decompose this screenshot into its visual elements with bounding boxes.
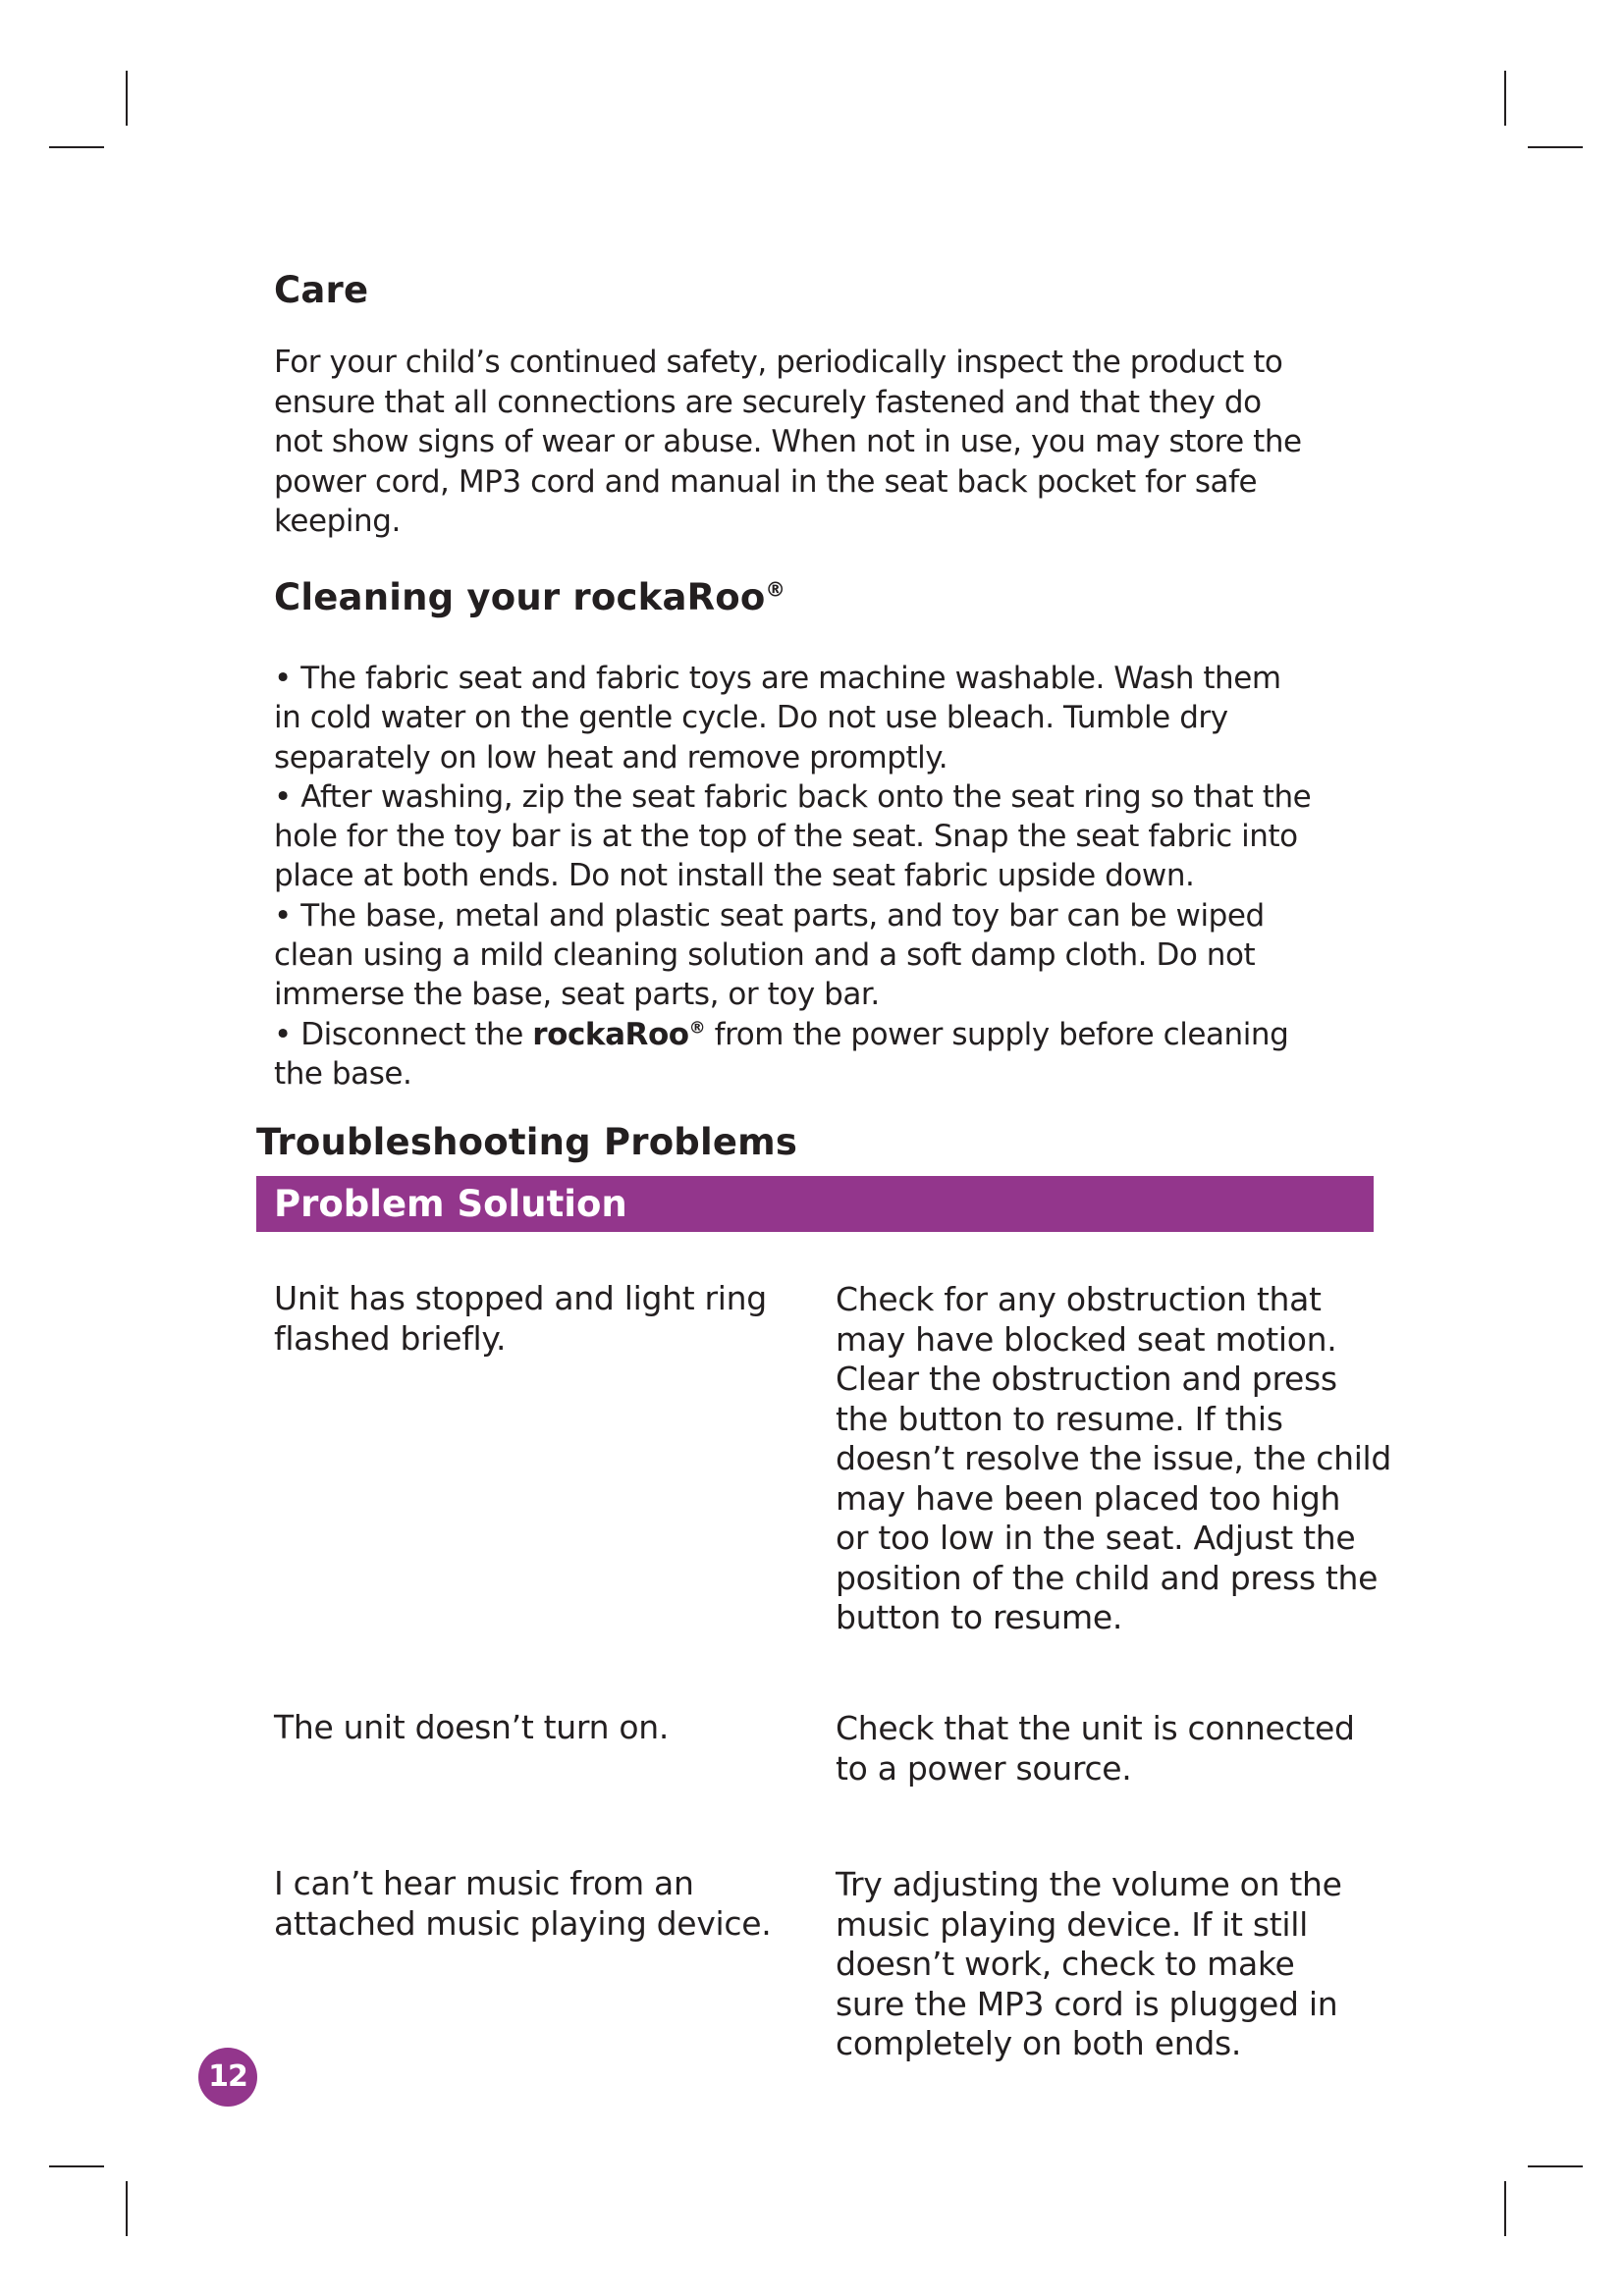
- solution-line: Check that the unit is connected: [836, 1709, 1355, 1747]
- bullet-line: • The fabric seat and fabric toys are machine washable. Wash them: [274, 661, 1281, 696]
- solution-line: music playing device. If it still: [836, 1904, 1308, 1944]
- care-line: For your child’s continued safety, periodically inspect the product to: [274, 345, 1283, 380]
- solution-line: position of the child and press the: [836, 1558, 1379, 1597]
- bullet-prefix: • Disconnect the: [274, 1016, 533, 1052]
- solution-line: Check for any obstruction that: [836, 1280, 1322, 1318]
- problem-line: attached music playing device.: [274, 1903, 772, 1943]
- solution-line: may have blocked seat motion.: [836, 1319, 1337, 1359]
- solution-line: the button to resume. If this: [836, 1399, 1283, 1438]
- care-paragraph: [274, 343, 1364, 542]
- bullet-line: • The base, metal and plastic seat parts, and toy bar can be wiped: [274, 897, 1265, 934]
- solution-line: sure the MP3 cord is plugged in: [836, 1984, 1338, 2023]
- solution-cell: [836, 1709, 1385, 1789]
- cleaning-bullet: [274, 1015, 1364, 1095]
- care-line: power cord, MP3 cord and manual in the seat back pocket for safe: [274, 463, 1258, 500]
- solution-line: to a power source.: [836, 1748, 1132, 1788]
- troubleshooting-heading: Troubleshooting Problems: [256, 1121, 798, 1163]
- bullet-line: • After washing, zip the seat fabric back onto the seat ring so that the: [274, 778, 1312, 815]
- crop-mark-top-left-horizontal: [49, 146, 104, 148]
- cleaning-heading: [274, 576, 785, 619]
- problem-line: The unit doesn’t turn on.: [274, 1708, 670, 1746]
- cleaning-bullet: [274, 659, 1364, 777]
- registered-mark: ®: [765, 577, 786, 602]
- brand-name: rockaRoo: [532, 1016, 689, 1052]
- bullet-suffix: from the power supply before cleaning: [705, 1016, 1289, 1052]
- crop-mark-bottom-right-horizontal: [1528, 2165, 1583, 2167]
- page-number-badge: 12: [198, 2048, 257, 2107]
- cleaning-bullet-list: [274, 659, 1364, 1094]
- solution-cell: [836, 1280, 1392, 1638]
- problem-cell: [274, 1279, 824, 1359]
- crop-mark-bottom-right-vertical: [1504, 2181, 1506, 2236]
- bullet-line: place at both ends. Do not install the seat fabric upside down.: [274, 858, 1195, 894]
- bullet-line: in cold water on the gentle cycle. Do not use bleach. Tumble dry: [274, 700, 1228, 736]
- crop-mark-top-right-vertical: [1504, 71, 1506, 126]
- bullet-line: separately on low heat and remove promptly.: [274, 739, 948, 775]
- solution-line: doesn’t work, check to make: [836, 1945, 1295, 1983]
- bullet-line: the base.: [274, 1055, 412, 1092]
- solution-cell: [836, 1865, 1385, 2064]
- bullet-line: clean using a mild cleaning solution and a soft damp cloth. Do not: [274, 937, 1256, 974]
- solution-line: Try adjusting the volume on the: [836, 1865, 1342, 1903]
- problem-line: Unit has stopped and light ring: [274, 1279, 767, 1317]
- care-line: not show signs of wear or abuse. When not in use, you may store the: [274, 424, 1302, 459]
- solution-line: doesn’t resolve the issue, the child: [836, 1439, 1392, 1477]
- problem-line: I can’t hear music from an: [274, 1864, 694, 1902]
- problem-cell: [274, 1864, 824, 1944]
- problem-cell: [274, 1708, 824, 1748]
- crop-mark-top-right-horizontal: [1528, 146, 1583, 148]
- care-line: ensure that all connections are securely fastened and that they do: [274, 384, 1262, 420]
- problem-line: flashed briefly.: [274, 1318, 507, 1358]
- solution-line: may have been placed too high: [836, 1478, 1341, 1518]
- table-header: Problem Solution: [256, 1176, 1374, 1232]
- solution-line: completely on both ends.: [836, 2024, 1242, 2062]
- solution-line: Clear the obstruction and press: [836, 1360, 1337, 1398]
- cleaning-bullet: [274, 896, 1364, 1015]
- bullet-line: hole for the toy bar is at the top of the seat. Snap the seat fabric into: [274, 819, 1298, 855]
- crop-mark-top-left-vertical: [126, 71, 128, 126]
- brand-registered-mark: ®: [688, 1018, 706, 1039]
- care-heading: Care: [274, 269, 369, 311]
- bullet-line: immerse the base, seat parts, or toy bar.: [274, 977, 880, 1013]
- cleaning-heading-text: Cleaning your rockaRoo: [274, 576, 766, 618]
- care-line: keeping.: [274, 504, 401, 539]
- solution-line: or too low in the seat. Adjust the: [836, 1519, 1356, 1557]
- crop-mark-bottom-left-vertical: [126, 2181, 128, 2236]
- bullet-line: [274, 1015, 1364, 1054]
- cleaning-bullet: [274, 777, 1364, 896]
- solution-line: button to resume.: [836, 1598, 1123, 1636]
- crop-mark-bottom-left-horizontal: [49, 2165, 104, 2167]
